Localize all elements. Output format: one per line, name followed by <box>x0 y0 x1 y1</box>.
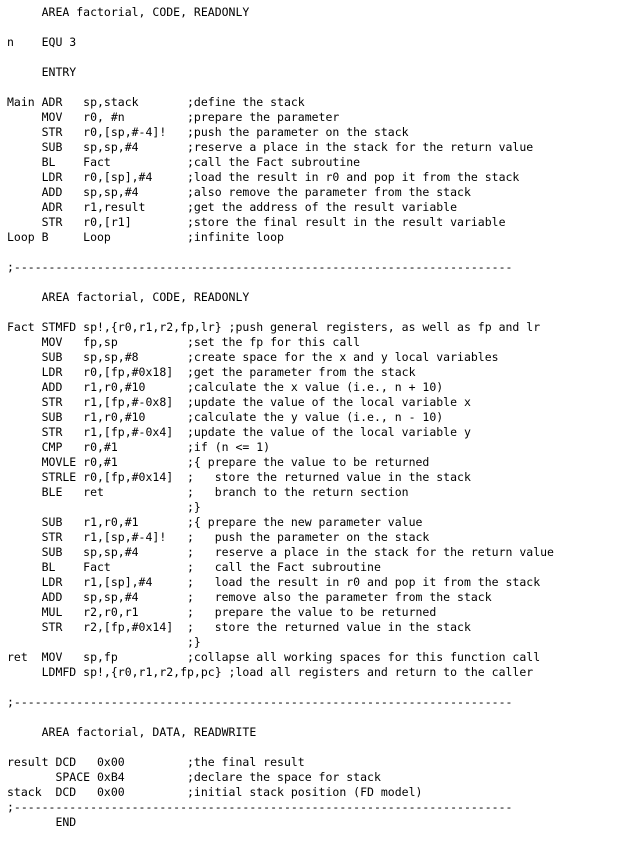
code-line: ret MOV sp,fp ;collapse all working spaces for this function call <box>7 650 541 664</box>
code-line: MOV fp,sp ;set the fp for this call <box>7 335 361 349</box>
code-line <box>7 50 623 65</box>
code-line: AREA factorial, DATA, READWRITE <box>7 725 257 739</box>
code-line: STR r1,[fp,#-0x8] ;update the value of the local variable x <box>7 395 471 409</box>
code-line: ;} <box>7 635 201 649</box>
code-line: ADD sp,sp,#4 ; remove also the parameter from the stack <box>7 590 492 604</box>
code-line: Loop B Loop ;infinite loop <box>7 230 284 244</box>
code-line <box>7 305 623 320</box>
code-line <box>7 710 623 725</box>
code-line: BLE ret ; branch to the return section <box>7 485 409 499</box>
code-line: AREA factorial, CODE, READONLY <box>7 290 250 304</box>
code-line: SUB sp,sp,#4 ;reserve a place in the stack for the return value <box>7 140 534 154</box>
code-line: ADD r1,r0,#10 ;calculate the x value (i.e., n + 10) <box>7 380 444 394</box>
code-line: BL Fact ; call the Fact subroutine <box>7 560 381 574</box>
code-line: CMP r0,#1 ;if (n <= 1) <box>7 440 271 454</box>
code-line: ADR r1,result ;get the address of the result variable <box>7 200 458 214</box>
code-line: Main ADR sp,stack ;define the stack <box>7 95 305 109</box>
code-line: ADD sp,sp,#4 ;also remove the parameter from the stack <box>7 185 471 199</box>
code-line: SUB sp,sp,#8 ;create space for the x and y local variables <box>7 350 499 364</box>
code-line: LDR r0,[fp,#0x18] ;get the parameter from the stack <box>7 365 416 379</box>
code-line: ;} <box>7 500 201 514</box>
code-line: STR r1,[sp,#-4]! ; push the parameter on the stack <box>7 530 430 544</box>
code-line: MOVLE r0,#1 ;{ prepare the value to be returned <box>7 455 430 469</box>
code-line: STRLE r0,[fp,#0x14] ; store the returned value in the stack <box>7 470 471 484</box>
code-line <box>7 740 623 755</box>
code-line <box>7 80 623 95</box>
code-line: Fact STMFD sp!,{r0,r1,r2,fp,lr} ;push general registers, as well as fp and lr <box>7 320 541 334</box>
code-line <box>7 245 623 260</box>
code-line: ENTRY <box>7 65 77 79</box>
code-listing <box>7 5 623 830</box>
code-line: n EQU 3 <box>7 35 77 49</box>
code-line: LDMFD sp!,{r0,r1,r2,fp,pc} ;load all registers and return to the caller <box>7 665 534 679</box>
code-line: STR r0,[sp,#-4]! ;push the parameter on the stack <box>7 125 409 139</box>
code-line: SUB r1,r0,#1 ;{ prepare the new parameter value <box>7 515 423 529</box>
code-line: STR r2,[fp,#0x14] ; store the returned value in the stack <box>7 620 471 634</box>
code-line <box>7 275 623 290</box>
code-line: MOV r0, #n ;prepare the parameter <box>7 110 340 124</box>
code-line: BL Fact ;call the Fact subroutine <box>7 155 361 169</box>
code-line: END <box>7 815 77 829</box>
code-line: SUB sp,sp,#4 ; reserve a place in the stack for the return value <box>7 545 554 559</box>
code-line: stack DCD 0x00 ;initial stack position (FD model) <box>7 785 423 799</box>
code-line: ;------------------------------------------------------------------------ <box>7 800 513 814</box>
code-line: ;------------------------------------------------------------------------ <box>7 695 513 709</box>
code-line: STR r0,[r1] ;store the final result in the result variable <box>7 215 506 229</box>
code-line: SPACE 0xB4 ;declare the space for stack <box>7 770 381 784</box>
code-line: SUB r1,r0,#10 ;calculate the y value (i.e., n - 10) <box>7 410 444 424</box>
code-line: MUL r2,r0,r1 ; prepare the value to be returned <box>7 605 437 619</box>
code-line: AREA factorial, CODE, READONLY <box>7 5 250 19</box>
code-line <box>7 680 623 695</box>
code-line: ;------------------------------------------------------------------------ <box>7 260 513 274</box>
code-line: LDR r1,[sp],#4 ; load the result in r0 and pop it from the stack <box>7 575 541 589</box>
code-line <box>7 20 623 35</box>
code-line: LDR r0,[sp],#4 ;load the result in r0 and pop it from the stack <box>7 170 520 184</box>
code-line: result DCD 0x00 ;the final result <box>7 755 305 769</box>
code-line: STR r1,[fp,#-0x4] ;update the value of the local variable y <box>7 425 471 439</box>
